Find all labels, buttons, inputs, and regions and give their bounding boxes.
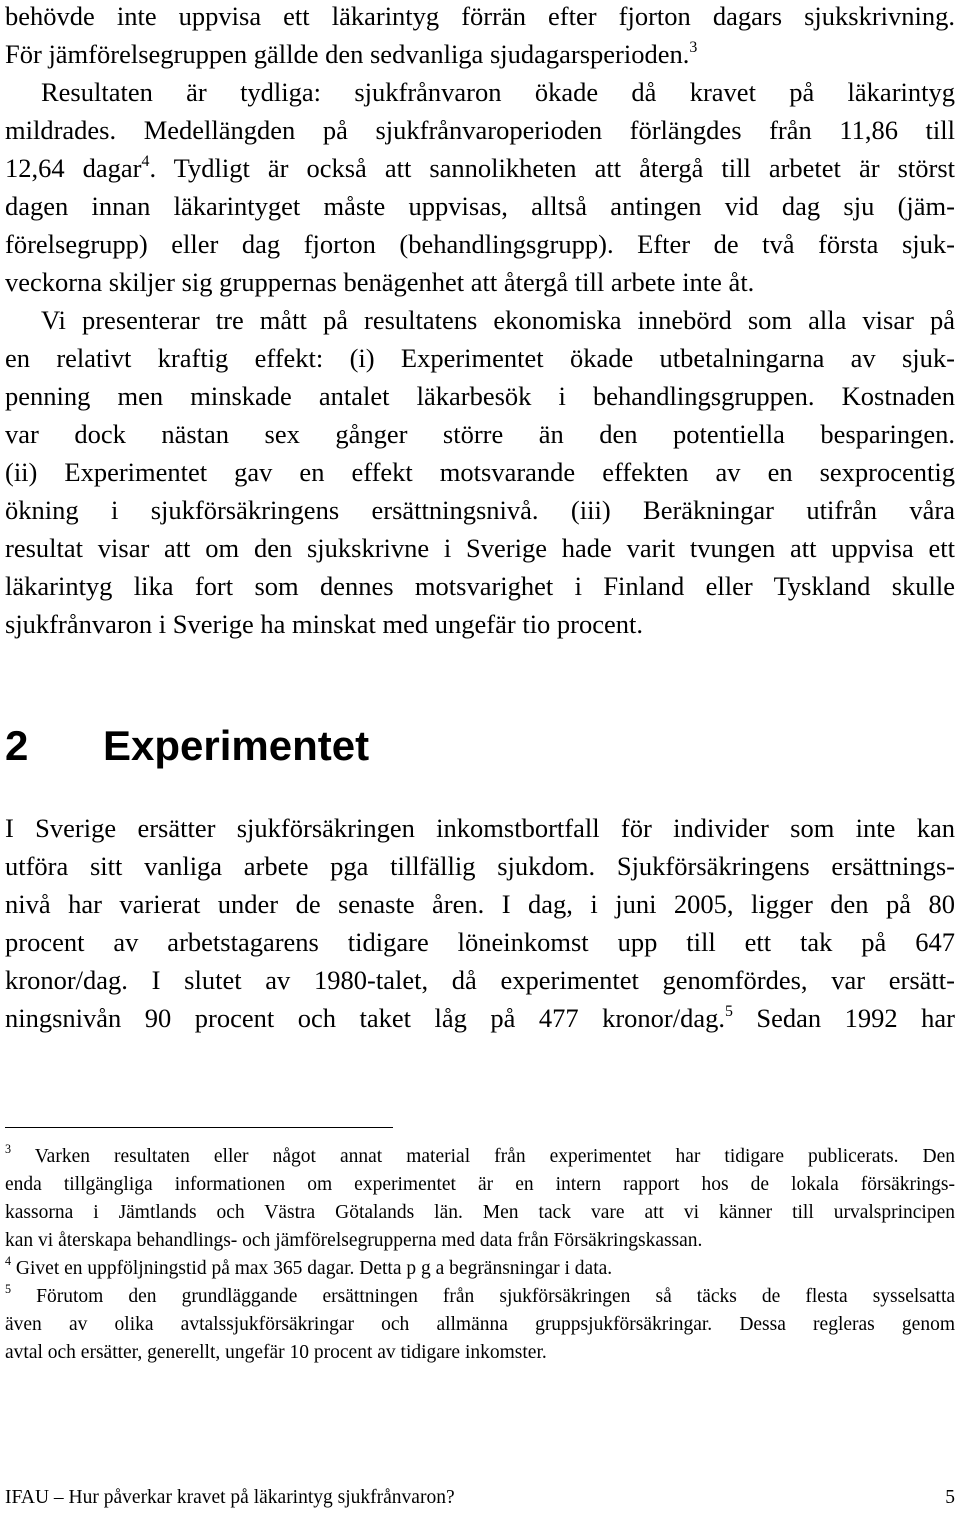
- footnote-line: avtal och ersätter, generellt, ungefär 10 procent av tidigare inkomster.: [5, 1342, 547, 1363]
- body-line: läkarintyg lika fort som dennes motsvarighet i Finland eller Tyskland skulle: [5, 571, 955, 601]
- footnote-line: $^3$ Varken resultaten eller något annat material från experimentet har tidigare publicerats. Den: [5, 1142, 955, 1167]
- section-heading: [5, 718, 369, 774]
- section-number: 2: [5, 722, 29, 769]
- footnote-line: även av olika avtalssjukförsäkringar och allmänna gruppsjukförsäkringar. Dessa regleras genom: [5, 1314, 955, 1335]
- footnote-line: enda tillgängliga informationen om experimentet är en intern rapport hos de lokala försäkrings-: [5, 1174, 955, 1195]
- footnote-separator: [5, 1127, 393, 1128]
- body-line: dagen innan läkarintyget måste uppvisas, alltså antingen vid dag sju (jäm-: [5, 191, 955, 221]
- body-line: procent av arbetstagarens tidigare löneinkomst upp till ett tak på 647: [5, 927, 955, 957]
- section-title: Experimentet: [103, 722, 370, 769]
- footnote-line: $^4$ Givet en uppföljningstid på max 365 dagar. Detta p g a begränsningar i data.: [5, 1254, 613, 1279]
- body-line: I Sverige ersätter sjukförsäkringen inkomstbortfall för individer som inte kan: [5, 813, 955, 843]
- body-line: ökning i sjukförsäkringens ersättningsnivå. (iii) Beräkningar utifrån våra: [5, 495, 955, 525]
- body-line: mildrades. Medellängden på sjukfrånvaroperioden förlängdes från 11,86 till: [5, 115, 955, 145]
- body-line: (ii) Experimentet gav en effekt motsvarande effekten av en sexprocentig: [5, 457, 955, 487]
- footnote-line: kassorna i Jämtlands och Västra Götalands län. Men tack vare att vi känner till urvalsprincipen: [5, 1202, 955, 1223]
- body-line: behövde inte uppvisa ett läkarintyg förrän efter fjorton dagars sjukskrivning.: [5, 1, 955, 31]
- body-line: Vi presenterar tre mått på resultatens ekonomiska innebörd som alla visar på: [41, 305, 955, 335]
- page-number: 5: [945, 1487, 955, 1508]
- body-line: Resultaten är tydliga: sjukfrånvaron ökade då kravet på läkarintyg: [41, 77, 955, 107]
- body-line: 12,64 dagar$^4$. Tydligt är också att sannolikheten att återgå till arbetet är störst: [5, 152, 955, 183]
- body-line: en relativt kraftig effekt: (i) Experimentet ökade utbetalningarna av sjuk-: [5, 343, 955, 373]
- footnote-ref: 4: [141, 152, 150, 170]
- body-line: nivå har varierat under de senaste åren. I dag, i juni 2005, ligger den på 80: [5, 889, 955, 919]
- footnote-line: kan vi återskapa behandlings- och jämförelsegrupperna med data från Försäkringskassan.: [5, 1230, 703, 1251]
- body-line: var dock nästan sex gånger större än den potentiella besparingen.: [5, 419, 955, 449]
- footnote-line: $^5$ Förutom den grundläggande ersättningen från sjukförsäkringen så täcks de flesta sysselsatta: [5, 1282, 956, 1307]
- body-line: sjukfrånvaron i Sverige ha minskat med ungefär tio procent.: [5, 609, 644, 639]
- body-line: För jämförelsegruppen gällde den sedvanliga sjudagarsperioden.$^3$: [5, 38, 698, 69]
- body-line: kronor/dag. I slutet av 1980-talet, då experimentet genomfördes, var ersätt-: [5, 965, 955, 995]
- footnote-number: 5: [5, 1282, 12, 1297]
- footnote-ref: 5: [724, 1002, 733, 1020]
- body-line: förelsegrupp) eller dag fjorton (behandlingsgrupp). Efter de två första sjuk-: [5, 229, 955, 259]
- body-line: utföra sitt vanliga arbete pga tillfällig sjukdom. Sjukförsäkringens ersättnings-: [5, 851, 955, 881]
- footer-title: IFAU – Hur påverkar kravet på läkarintyg sjukfrånvaron?: [5, 1487, 455, 1508]
- body-line: resultat visar att om den sjukskrivne i Sverige hade varit tvungen att uppvisa ett: [5, 533, 955, 563]
- body-line: ningsnivån 90 procent och taket låg på 477 kronor/dag.$^5$ Sedan 1992 har: [5, 1002, 955, 1033]
- footnote-ref: 3: [689, 38, 698, 56]
- footnote-number: 3: [5, 1142, 12, 1157]
- body-line: penning men minskade antalet läkarbesök i behandlingsgruppen. Kostnaden: [5, 381, 955, 411]
- footnote-number: 4: [5, 1254, 12, 1269]
- body-line: veckorna skiljer sig gruppernas benägenhet att återgå till arbete inte åt.: [5, 267, 755, 297]
